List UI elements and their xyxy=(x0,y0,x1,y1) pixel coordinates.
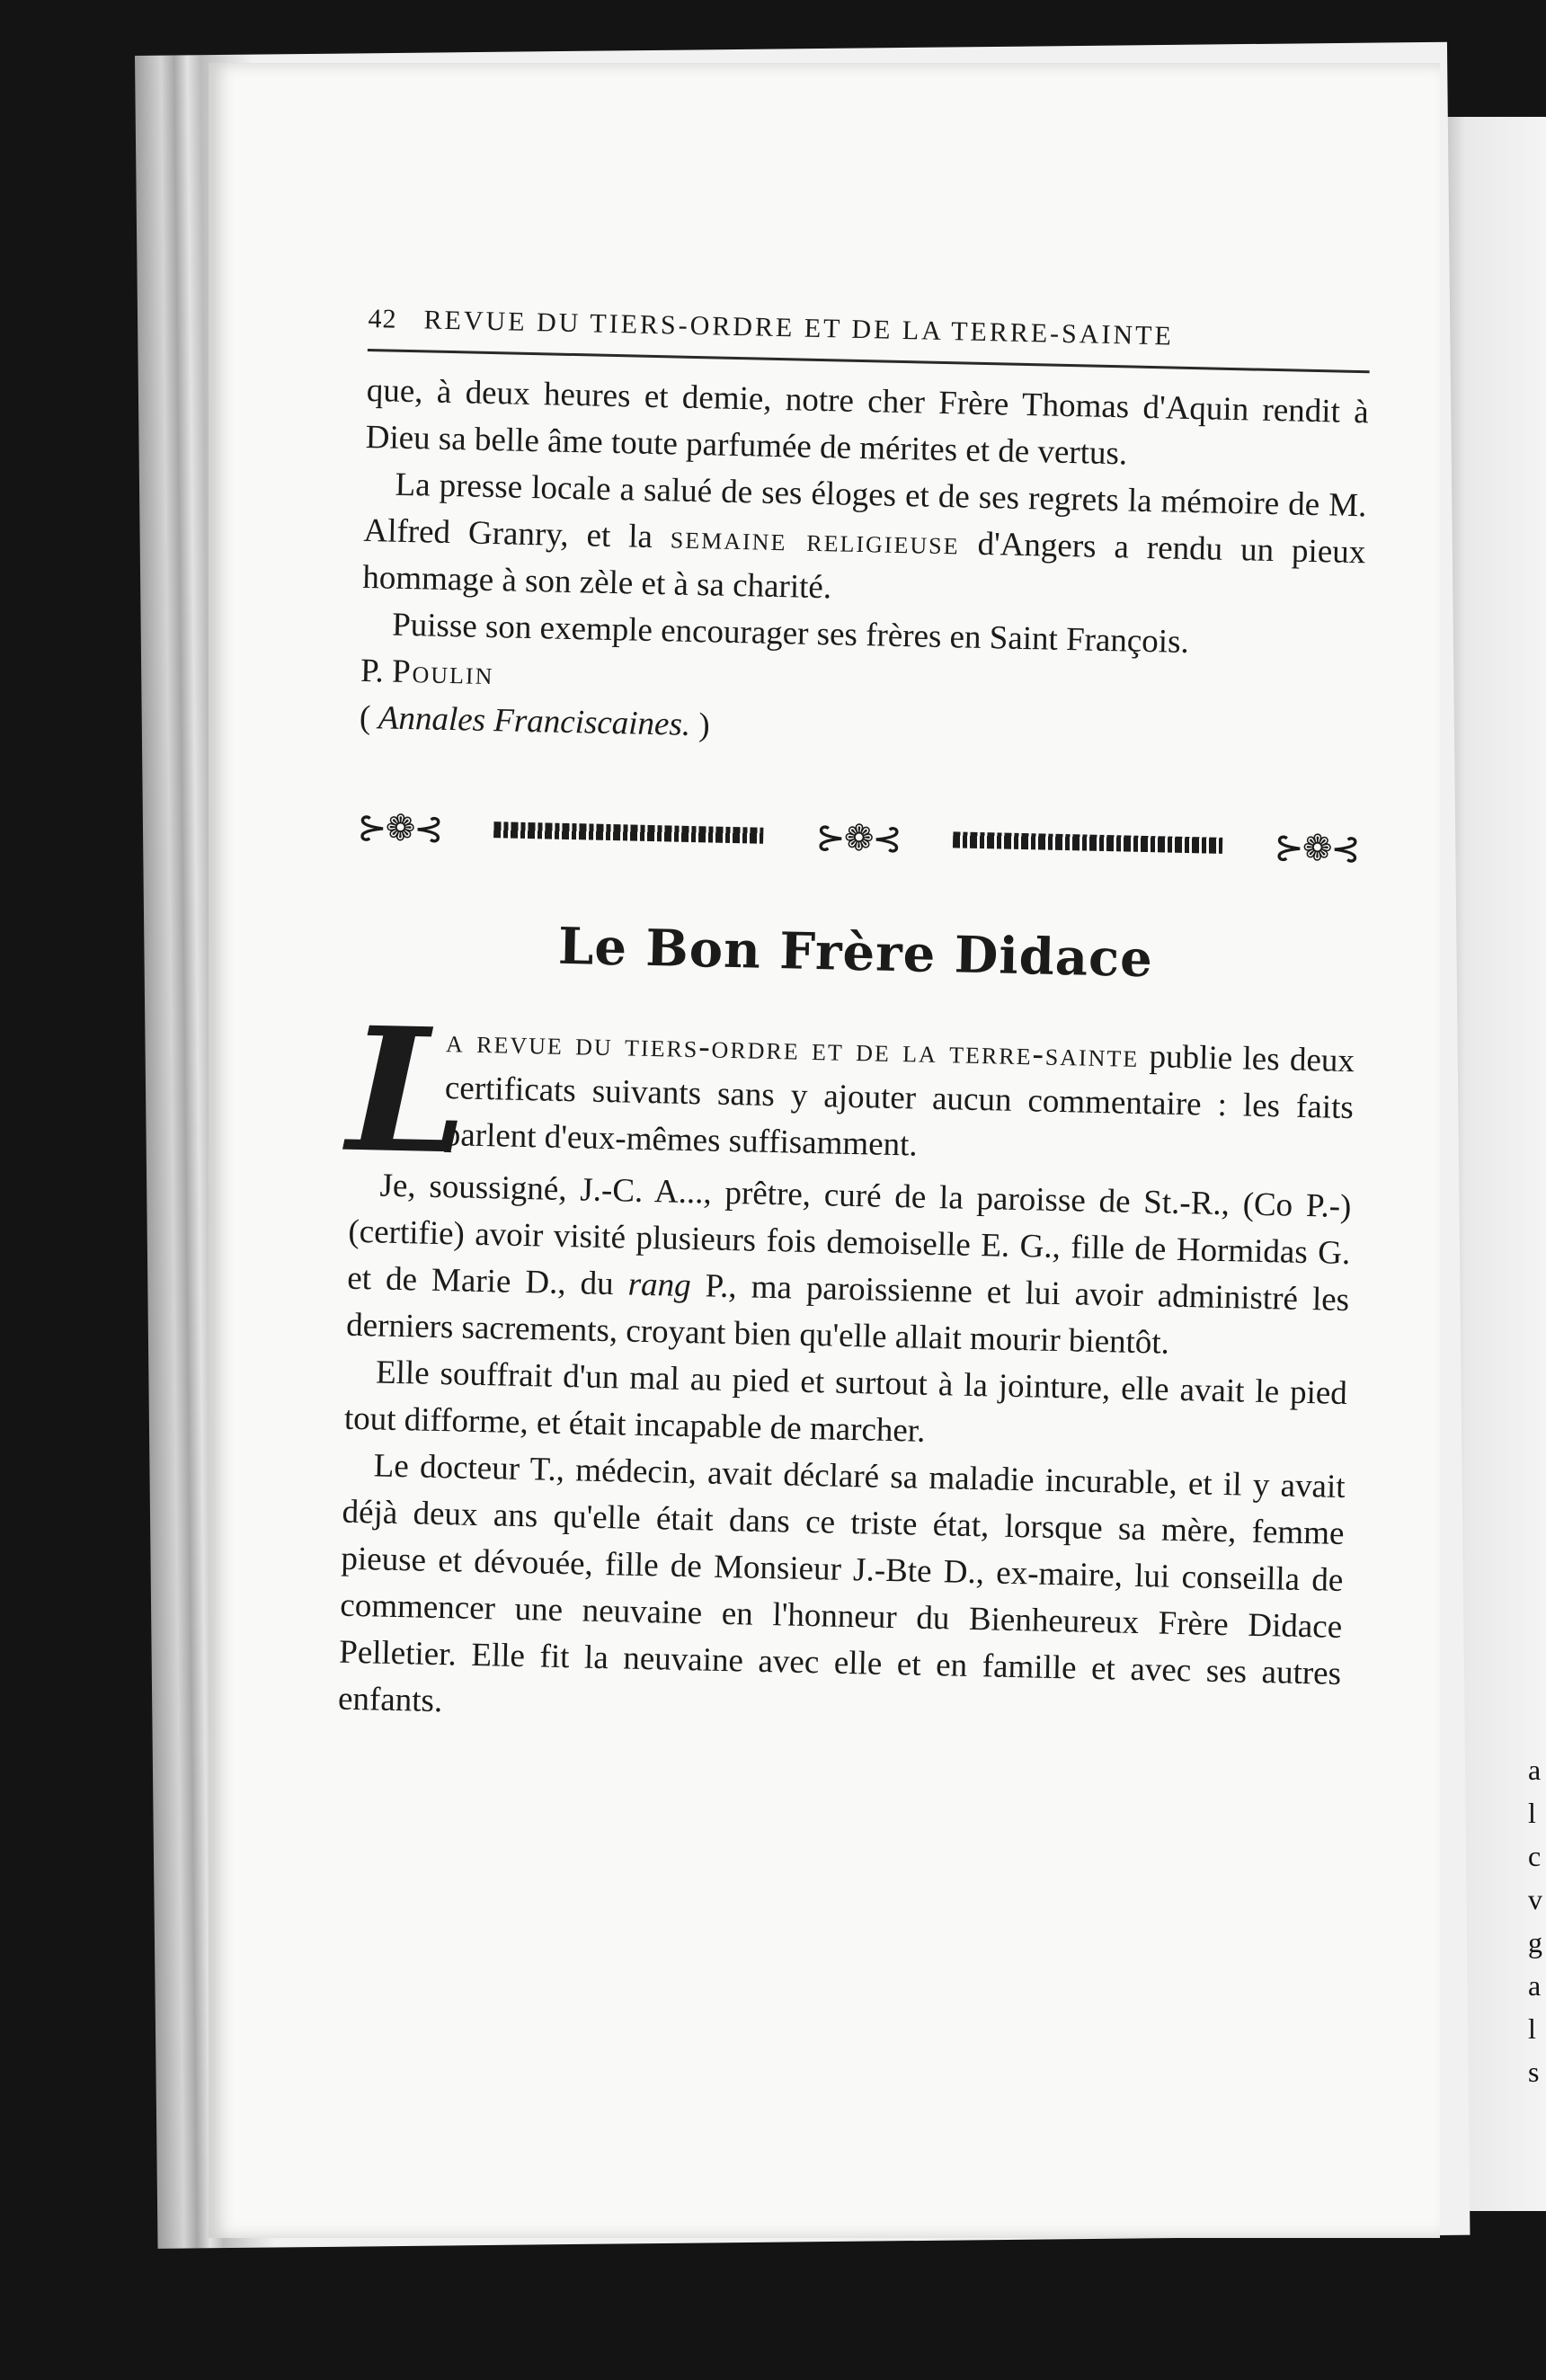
ornamental-divider xyxy=(357,804,1360,871)
fragment: c xyxy=(1528,1840,1542,1872)
source-title: Annales Franciscaines. xyxy=(378,699,691,743)
text: publie les deux certificats suivants sans y ajouter aucun commentaire : les faits parlent d'eux-mêmes suffisamment. xyxy=(443,1038,1355,1164)
paren-close: ) xyxy=(697,706,711,744)
paren-open: ( xyxy=(359,698,371,737)
fragment: l xyxy=(1528,2012,1536,2045)
ornament-rule xyxy=(493,821,763,844)
article-title: Le Bon Frère Didace xyxy=(557,916,1154,990)
page-content xyxy=(338,304,1371,1745)
italic-text: rang xyxy=(627,1265,692,1305)
signature-name: Poulin xyxy=(391,653,494,693)
text: P., ma paroissienne et lui avoir administré les derniers sacrements, croyant bien qu'elle allait mourir bientôt. xyxy=(345,1267,1350,1362)
fragment: l xyxy=(1528,1797,1536,1829)
paragraph: Elle souffrait d'un mal au pied et surtout à la jointure, elle avait le pied tout difforme, et était incapable de marcher. xyxy=(343,1354,1348,1450)
previous-article-ending xyxy=(359,368,1369,763)
fragment: v xyxy=(1528,1883,1542,1915)
fragment: s xyxy=(1528,2056,1540,2088)
paragraph xyxy=(346,1162,1352,1371)
ornament-rule xyxy=(953,831,1222,854)
text: Je, soussigné, J.-C. A..., prêtre, curé de la paroisse de St.-R., (Co P.-) (certifie) avoir visité plusieurs fois demoiselle E. G., fille de Hormidas G. et de Marie D., du xyxy=(346,1167,1352,1303)
page-number: 42 xyxy=(368,304,397,334)
paragraph: Puisse son exemple encourager ses frères en Saint François. xyxy=(391,606,1190,661)
fragment: a xyxy=(1528,1969,1542,2002)
article-body xyxy=(337,989,1355,1745)
small-caps-text: semaine religieuse xyxy=(670,519,961,563)
paragraph: Le docteur T., médecin, avait déclaré sa maladie incurable, et il y avait déjà deux ans qu'elle était dans ce triste état, lorsque sa mère, femme pieuse et dévouée, fille de Monsieur J.-Bte D., ex-maire, lui conseilla de commencer une neuvaine en l'honneur du Bienheureux Frère Didace Pelletier. Elle fit la neuvaine avec elle et en famille et avec ses autres enfants. xyxy=(337,1447,1346,1720)
text: d'Angers a rendu un pieux hommage à son zèle et à sa charité. xyxy=(361,525,1366,607)
fragment: g xyxy=(1528,1926,1542,1958)
fleuron-icon: ⊱❁⊰ xyxy=(356,806,443,849)
intro-paragraph xyxy=(345,989,1355,1193)
facing-page-text-fragments xyxy=(1528,1748,1546,2093)
fragment: a xyxy=(1528,1754,1542,1786)
small-caps-text: a revue du tiers-ordre et de la terre-sainte xyxy=(445,1023,1140,1075)
journal-title: REVUE DU TIERS-ORDRE ET DE LA TERRE-SAINTE xyxy=(423,305,1175,351)
fleuron-icon: ⊱❁⊰ xyxy=(814,816,902,859)
paragraph: que, à deux heures et demie, notre cher Frère Thomas d'Aquin rendit à Dieu sa belle âme toute parfumée de mérites et de vertus. xyxy=(365,371,1370,473)
fleuron-icon: ⊱❁⊰ xyxy=(1273,826,1360,869)
drop-cap: L xyxy=(345,989,470,1193)
text: La presse locale a salué de ses éloges et de ses regrets la mémoire de M. Alfred Granry, et la xyxy=(363,466,1367,555)
signature-initial: P. xyxy=(360,652,385,690)
paragraph xyxy=(362,461,1367,623)
